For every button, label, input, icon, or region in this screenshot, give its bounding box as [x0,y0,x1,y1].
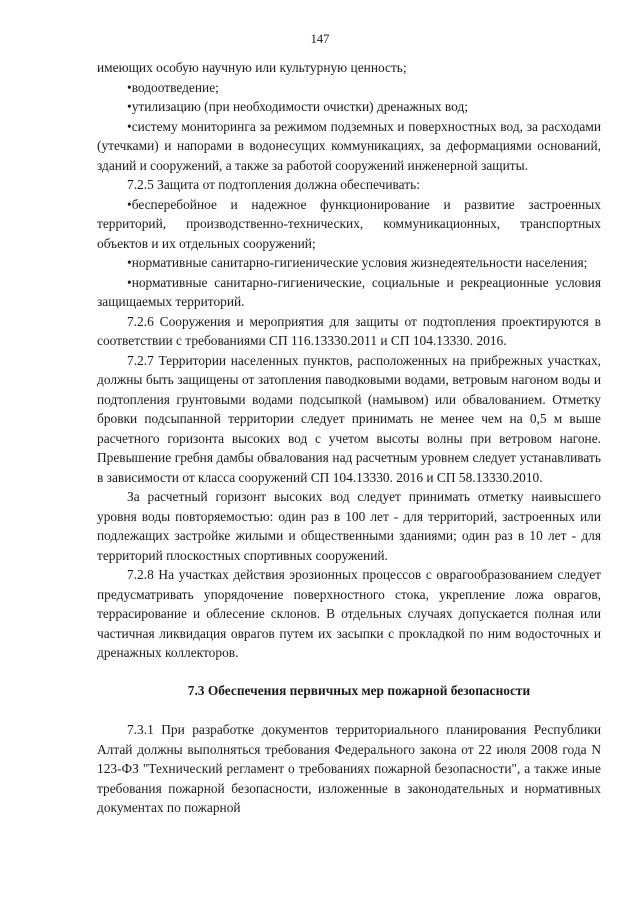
bullet-sanitary: •нормативные санитарно-гигиенические условия жизнедеятельности населения; [127,255,588,270]
bullet-drainage: •водоотведение; [127,79,219,95]
section-heading: 7.3 Обеспечения первичных мер пожарной безопасности [187,682,531,698]
bullet-functioning: •бесперебойное и надежное функционирование и развитие застроенных территорий, производственно-технических, коммуникационных, транспортных объектов и их отдельных сооружений; [97,196,601,251]
clause-7-2-8: 7.2.8 На участках действия эрозионных процессов с оврагообразованием следует предусматривать упорядочение поверхностного стока, укрепление ложа оврагов, террасирование и облесение склонов. В отдельных случаях допускается полная или частичная ликвидация оврагов путем их засыпки с прокладкой по ним водосточных и дренажных коллекторов. [97,567,601,660]
paragraph-continuation: имеющих особую научную или культурную ценность; [97,60,407,75]
paragraph-flood-horizon: За расчетный горизонт высоких вод следует принимать отметку наивысшего уровня воды повторяемостью: один раз в 100 лет - для территорий, застроенных или подлежащих застройке жилыми и общественными зданиями; один раз в 10 лет - для территорий плоскостных спортивных сооружений. [97,489,601,563]
bullet-social: •нормативные санитарно-гигиенические, социальные и рекреационные условия защищаемых территорий. [97,274,601,309]
bullet-monitoring: •систему мониторинга за режимом подземных и поверхностных вод, за расходами (утечками) и напорами в водонесущих коммуникациях, за деформациями оснований, зданий и сооружений, а также за работой сооружений инженерной защиты. [97,118,601,173]
clause-7-3-1: 7.3.1 При разработке документов территориального планирования Республики Алтай должны выполняться требования Федерального закона от 22 июля 2008 года N 123-ФЗ "Технический регламент о требованиях пожарной безопасности", а также иные требования пожарной безопасности, изложенные в законодательных и нормативных документах по пожарной [97,722,601,815]
clause-7-2-5: 7.2.5 Защита от подтопления должна обеспечивать: [127,177,420,192]
body-text [97,58,601,818]
page-number: 147 [310,32,330,46]
bullet-disposal: •утилизацию (при необходимости очистки) дренажных вод; [127,99,469,114]
clause-7-2-7: 7.2.7 Территории населенных пунктов, расположенных на прибрежных участках, должны быть защищены от затопления паводковыми водами, ветровым нагоном воды и подтопления грунтовыми водами подсыпкой (намывом) или обвалованием. Отметку бровки подсыпанной территории следует принимать не менее чем на 0,5 м выше расчетного горизонта высоких вод с учетом высоты волны при ветровом нагоне. Превышение гребня дамбы обвалования над расчетным уровнем следует устанавливать в зависимости от класса сооружений СП 104.13330. 2016 и СП 58.13330.2010. [97,352,601,485]
clause-7-2-6: 7.2.6 Сооружения и мероприятия для защиты от подтопления проектируются в соответствии с требованиями СП 116.13330.2011 и СП 104.13330. 2016. [97,313,601,348]
